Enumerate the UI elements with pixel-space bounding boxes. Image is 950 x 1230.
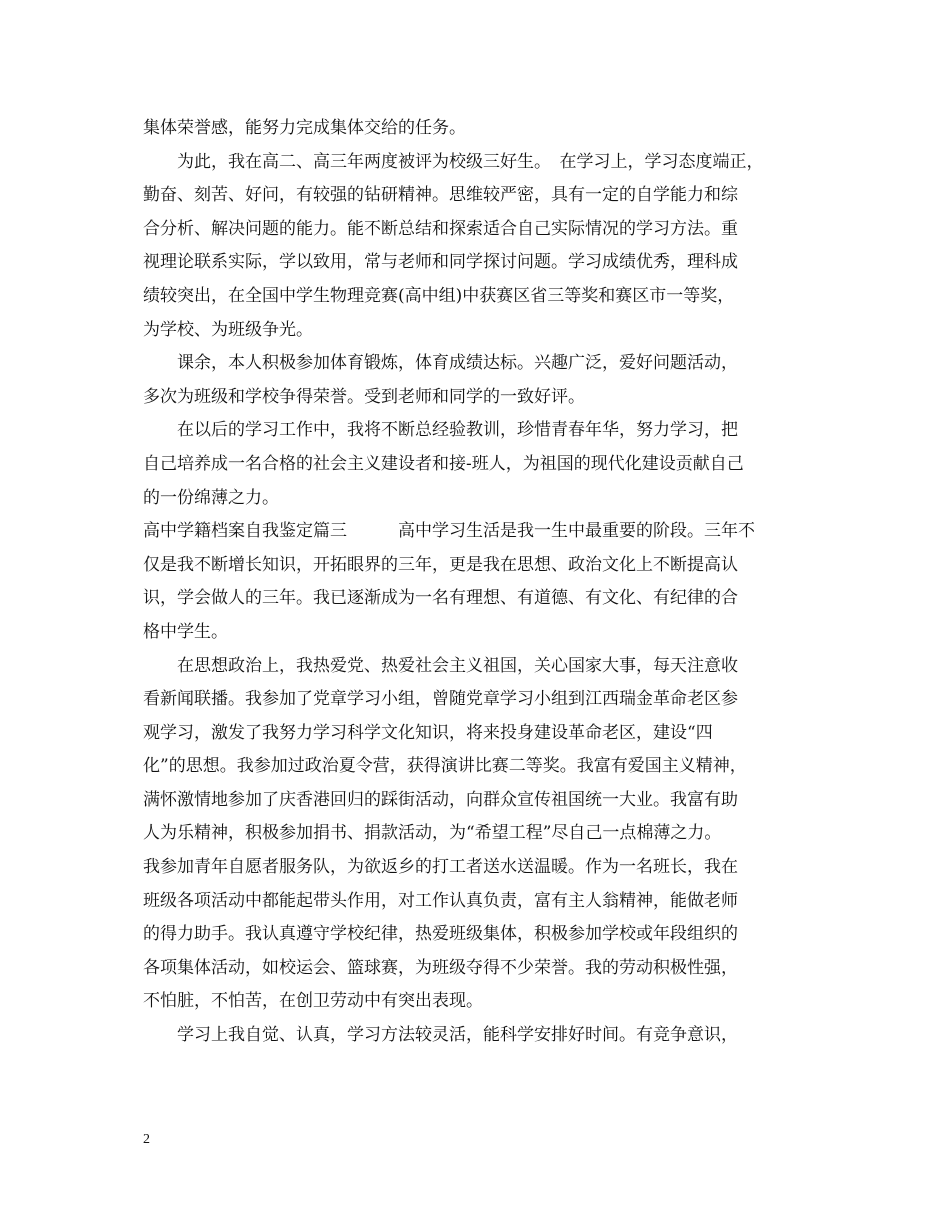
text-line: 看新闻联播。我参加了党章学习小组，曾随党章学习小组到江西瑞金革命老区参 — [143, 689, 738, 710]
text-line: 集体荣誉感，能努力完成集体交给的任务。 — [143, 118, 466, 138]
text-line: 识，学会做人的三年。我已逐渐成为一名有理想、有道德、有文化、有纪律的合 — [143, 588, 738, 609]
text-line: 为学校、为班级争光。 — [143, 319, 313, 340]
text-line: 的得力助手。我认真遵守学校纪律，热爱班级集体，积极参加学校或年段组织的 — [143, 924, 738, 945]
text-line: 格中学生。 — [143, 621, 228, 642]
text-line: 在以后的学习工作中，我将不断总经验教训，珍惜青春年华，努力学习，把 — [143, 420, 738, 441]
text-line: 我参加青年自愿者服务队，为欲返乡的打工者送水送温暖。作为一名班长，我在 — [143, 857, 738, 878]
text-line: 多次为班级和学校争得荣誉。受到老师和同学的一致好评。 — [143, 386, 585, 407]
page-number: 2 — [143, 1132, 150, 1147]
text-line: 观学习，激发了我努力学习科学文化知识，将来投身建设革命老区，建设“四 — [143, 722, 713, 743]
text-line: 不怕脏，不怕苦，在创卫劳动中有突出表现。 — [143, 991, 483, 1012]
text-line: 自己培养成一名合格的社会主义建设者和接-班人，为祖国的现代化建设贡献自己 — [143, 453, 744, 474]
text-line: 视理论联系实际，学以致用，常与老师和同学探讨问题。学习成绩优秀，理科成 — [143, 252, 738, 273]
text-line: 化”的思想。我参加过政治夏令营，获得演讲比赛二等奖。我富有爱国主义精神， — [143, 756, 747, 777]
text-line: 仅是我不断增长知识，开拓眼界的三年，更是我在思想、政治文化上不断提高认 — [143, 554, 738, 575]
text-line: 课余，本人积极参加体育锻炼，体育成绩达标。兴趣广泛，爱好问题活动， — [143, 353, 738, 374]
text-line: 各项集体活动，如校运会、篮球赛，为班级夺得不少荣誉。我的劳动积极性强， — [143, 957, 738, 978]
document-body — [143, 112, 811, 1053]
text-line: 满怀激情地参加了庆香港回归的踩街活动，向群众宣传祖国统一大业。我富有助 — [143, 789, 738, 810]
text-line: 的一份绵薄之力。 — [143, 487, 279, 508]
text-line: 勤奋、刻苦、好问，有较强的钻研精神。思维较严密，具有一定的自学能力和综 — [143, 185, 738, 206]
text-line: 合分析、解决问题的能力。能不断总结和探索适合自己实际情况的学习方法。重 — [143, 218, 738, 239]
text-line: 学习上我自觉、认真，学习方法较灵活，能科学安排好时间。有竞争意识， — [143, 1025, 738, 1046]
text-line: 人为乐精神，积极参加捐书、捐款活动，为“希望工程”尽自己一点棉薄之力。 — [143, 823, 722, 844]
text-line: 绩较突出，在全国中学生物理竞赛(高中组)中获赛区省三等奖和赛区市一等奖， — [143, 285, 735, 306]
text-line: 为此，我在高二、高三年两度被评为校级三好生。 在学习上，学习态度端正， — [143, 151, 764, 172]
section-heading-line: 高中学籍档案自我鉴定篇三 高中学习生活是我一生中最重要的阶段。三年不 — [143, 521, 755, 542]
text-line: 班级各项活动中都能起带头作用，对工作认真负责，富有主人翁精神，能做老师 — [143, 890, 738, 911]
text-line: 在思想政治上，我热爱党、热爱社会主义祖国，关心国家大事，每天注意收 — [143, 655, 738, 676]
